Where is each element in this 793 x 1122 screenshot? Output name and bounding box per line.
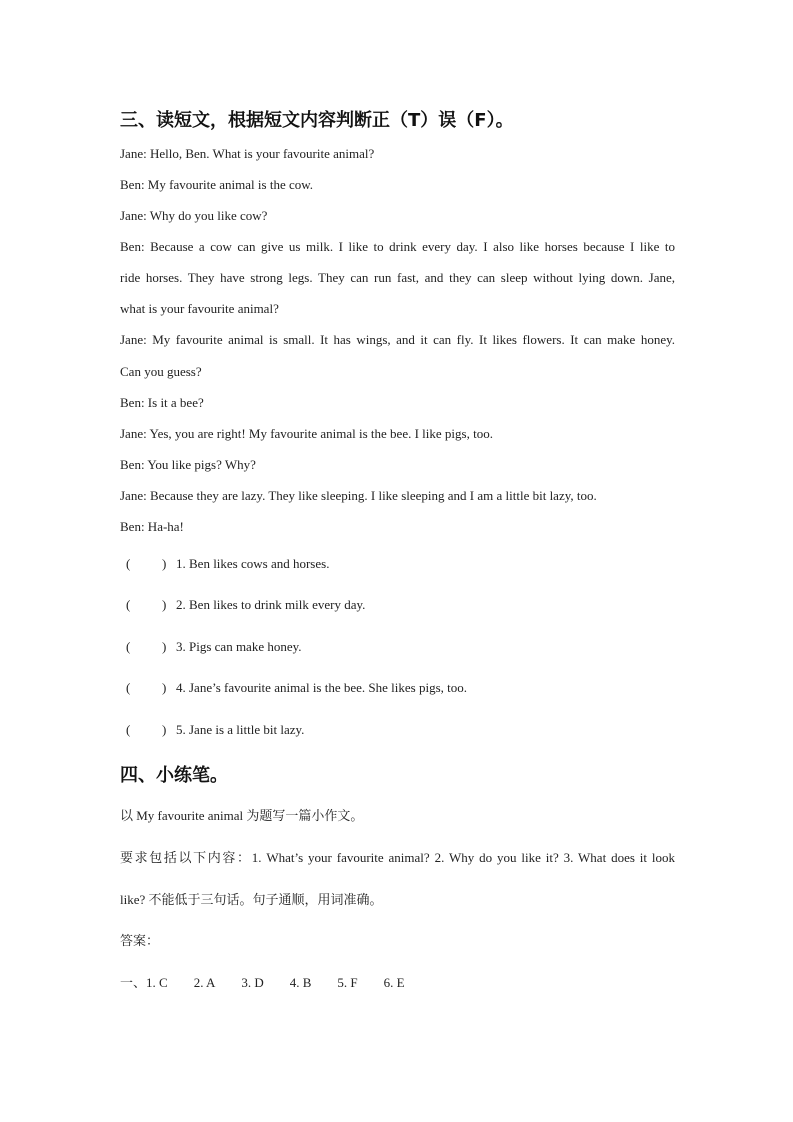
answer-item-5: 5. F: [337, 975, 358, 990]
answer-blank-close: ): [162, 597, 167, 612]
question-item-5: [126, 722, 304, 738]
writing-requirement-line-1: 要求包括以下内容：1. What’s your favourite animal? 2. Why do you like it? 3. What does it look: [120, 850, 675, 865]
question-item-2: [126, 597, 365, 613]
answer-blank-close: ): [162, 722, 167, 737]
question-item-1: [126, 556, 329, 572]
answer-blank-open: (: [126, 597, 131, 612]
answer-key-row: [120, 972, 405, 991]
dialogue-line-6: what is your favourite animal?: [120, 301, 279, 316]
dialogue-line-5: ride horses. They have strong legs. They can run fast, and they can sleep without lying down. Jane,: [120, 270, 675, 285]
answer-blank-close: ): [162, 680, 167, 695]
dialogue-line-10: Jane: Yes, you are right! My favourite animal is the bee. I like pigs, too.: [120, 426, 493, 441]
answer-item-2: 2. A: [193, 975, 216, 990]
section-4-title: 四、小练笔。: [120, 765, 228, 786]
question-item-3: [126, 639, 302, 655]
answer-key-label: 答案：: [120, 933, 160, 948]
dialogue-line-3: Jane: Why do you like cow?: [120, 208, 268, 223]
dialogue-line-1: Jane: Hello, Ben. What is your favourite animal?: [120, 146, 375, 161]
dialogue-line-12: Jane: Because they are lazy. They like sleeping. I like sleeping and I am a little bit lazy, too.: [120, 488, 597, 503]
question-text: 5. Jane is a little bit lazy.: [176, 722, 305, 737]
answer-item-4: 4. B: [289, 975, 312, 990]
answer-row-prefix: 一、: [120, 975, 147, 990]
answer-item-6: 6. E: [383, 975, 405, 990]
dialogue-line-7: Jane: My favourite animal is small. It has wings, and it can fly. It likes flowers. It can make honey.: [120, 332, 675, 347]
dialogue-line-8: Can you guess?: [120, 364, 202, 379]
answer-blank-open: (: [126, 639, 131, 654]
answer-blank-close: ): [162, 639, 167, 654]
question-text: 4. Jane’s favourite animal is the bee. She likes pigs, too.: [176, 680, 467, 695]
answer-blank-open: (: [126, 680, 131, 695]
answer-blank-open: (: [126, 556, 131, 571]
dialogue-line-9: Ben: Is it a bee?: [120, 395, 204, 410]
answer-blank-close: ): [162, 556, 167, 571]
dialogue-line-11: Ben: You like pigs? Why?: [120, 457, 256, 472]
answer-item-3: 3. D: [241, 975, 264, 990]
answer-item-1: 1. C: [146, 975, 168, 990]
dialogue-line-13: Ben: Ha-ha!: [120, 519, 184, 534]
answer-blank-open: (: [126, 722, 131, 737]
question-text: 2. Ben likes to drink milk every day.: [176, 597, 366, 612]
question-item-4: [126, 680, 467, 696]
dialogue-line-4: Ben: Because a cow can give us milk. I like to drink every day. I also like horses because I like to: [120, 239, 675, 254]
writing-requirement-line-2: like? 不能低于三句话。句子通顺，用词准确。: [120, 892, 383, 907]
question-text: 1. Ben likes cows and horses.: [176, 556, 330, 571]
writing-instruction: 以 My favourite animal 为题写一篇小作文。: [120, 808, 364, 823]
question-text: 3. Pigs can make honey.: [176, 639, 302, 654]
dialogue-line-2: Ben: My favourite animal is the cow.: [120, 177, 314, 192]
section-3-title: 三、读短文，根据短文内容判断正（T）误（F）。: [120, 110, 514, 131]
